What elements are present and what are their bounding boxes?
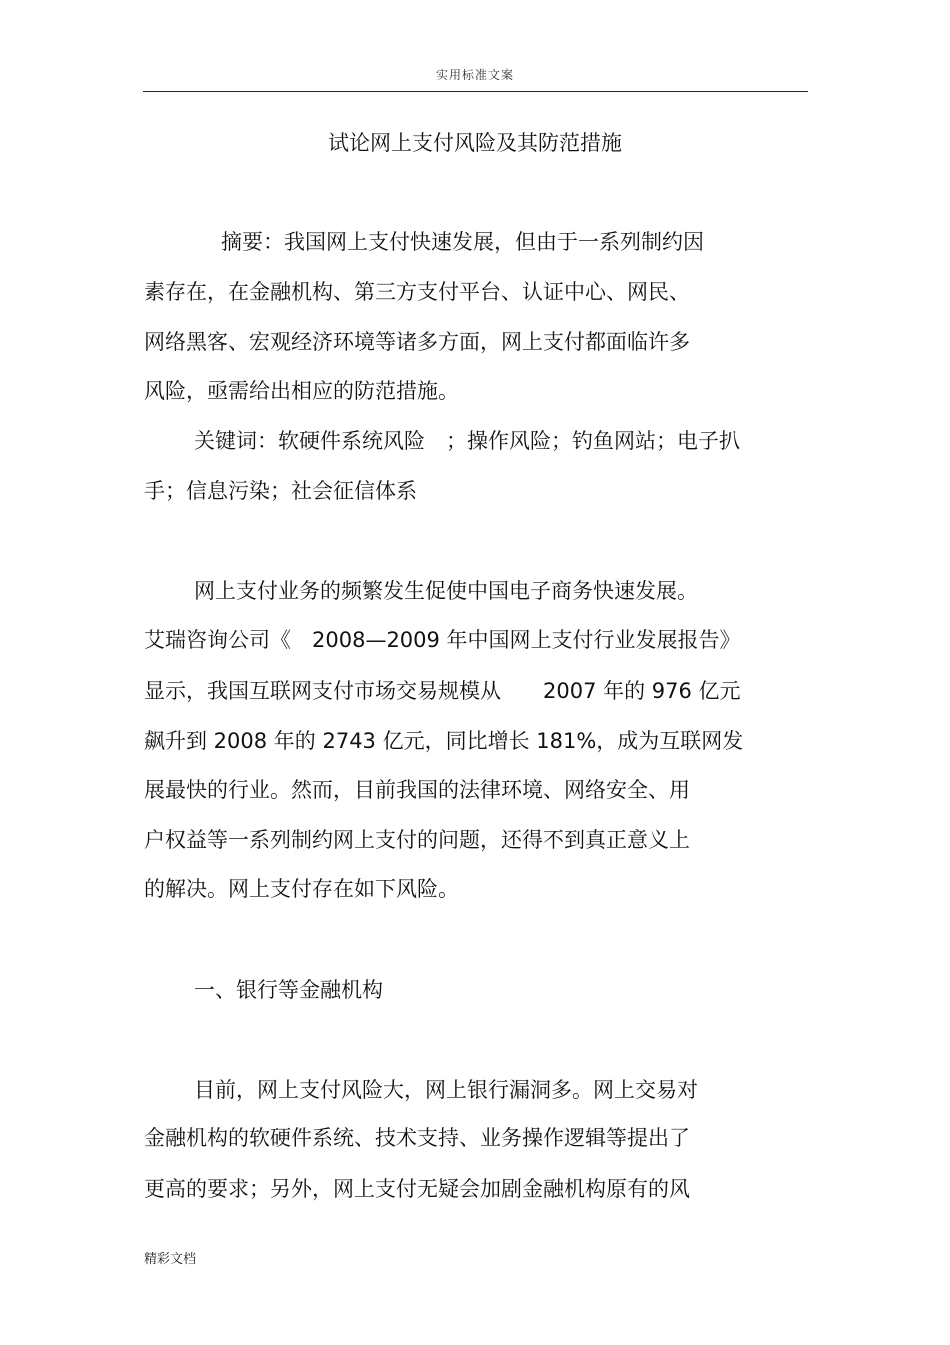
body-line: 目前，网上支付风险大，网上银行漏洞多。网上交易对 <box>194 1078 698 1102</box>
section-heading: 一、银行等金融机构 <box>194 978 383 1002</box>
body-line: 网上支付业务的频繁发生促使中国电子商务快速发展。 <box>194 579 698 603</box>
body-line: 艾瑞咨询公司《 2008—2009 年中国网上支付行业发展报告》 <box>144 628 741 652</box>
running-head: 实用标准文案 <box>435 68 514 82</box>
abstract-line: 摘要：我国网上支付快速发展，但由于一系列制约因 <box>221 230 704 254</box>
abstract-line: 风险，亟需给出相应的防范措施。 <box>144 379 459 403</box>
body-line: 户权益等一系列制约网上支付的问题，还得不到真正意义上 <box>144 828 690 852</box>
keywords-line: 手；信息污染；社会征信体系 <box>144 479 417 503</box>
body-line: 的解决。网上支付存在如下风险。 <box>144 877 459 901</box>
body-line: 金融机构的软硬件系统、技术支持、业务操作逻辑等提出了 <box>144 1126 690 1150</box>
body-line: 展最快的行业。然而，目前我国的法律环境、网络安全、用 <box>144 778 690 802</box>
document-title: 试论网上支付风险及其防范措施 <box>328 131 622 155</box>
keywords-line: 关键词：软硬件系统风险 ；操作风险；钓鱼网站；电子扒 <box>194 429 740 453</box>
body-line: 飙升到 2008 年的 2743 亿元，同比增长 181%，成为互联网发 <box>144 729 744 753</box>
body-line: 更高的要求；另外，网上支付无疑会加剧金融机构原有的风 <box>144 1177 690 1201</box>
page-footer: 精彩文档 <box>144 1252 197 1267</box>
body-line: 显示，我国互联网支付市场交易规模从 2007 年的 976 亿元 <box>144 679 741 703</box>
abstract-line: 网络黑客、宏观经济环境等诸多方面，网上支付都面临许多 <box>144 330 690 354</box>
abstract-line: 素存在，在金融机构、第三方支付平台、认证中心、网民、 <box>144 280 690 304</box>
header-divider <box>143 91 808 92</box>
